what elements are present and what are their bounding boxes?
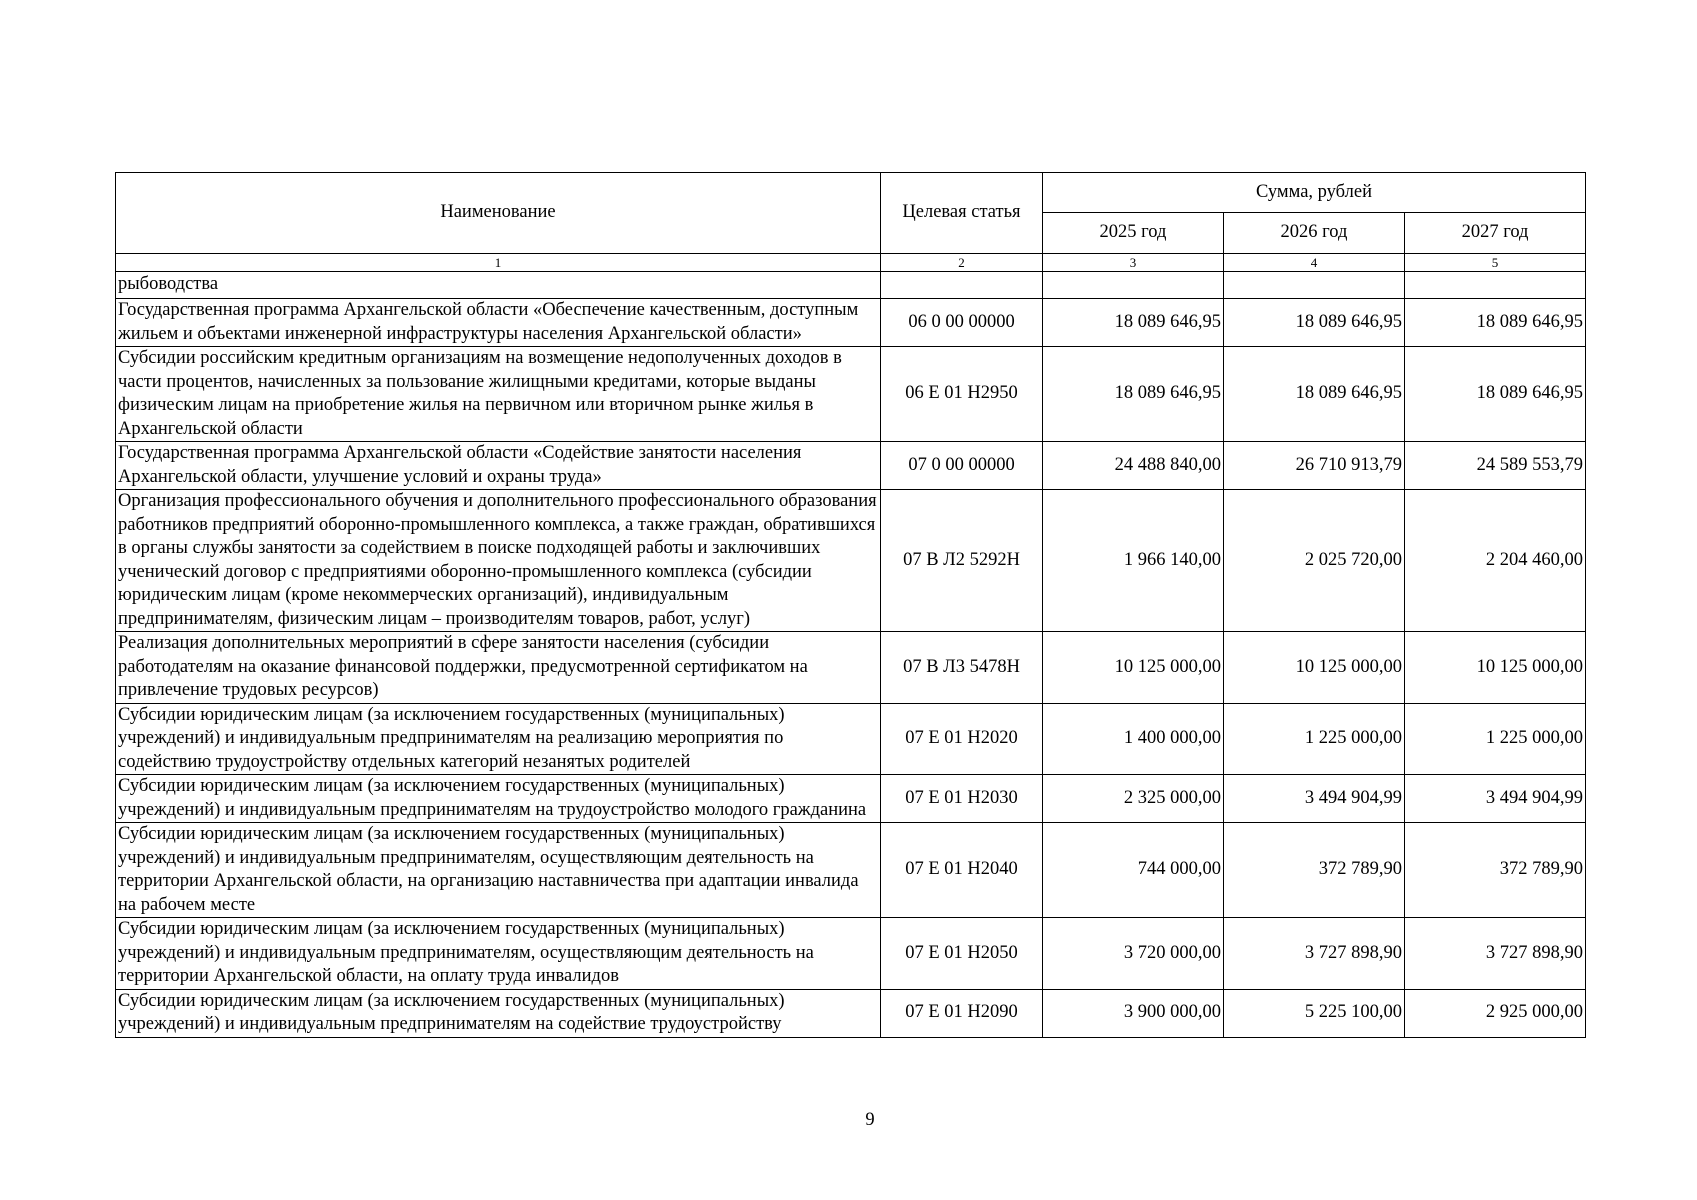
header-name: Наименование xyxy=(116,173,881,254)
table-row xyxy=(116,347,1586,442)
row-amount-2027: 10 125 000,00 xyxy=(1405,632,1586,704)
table-row xyxy=(116,703,1586,775)
row-amount-2025: 1 966 140,00 xyxy=(1043,490,1224,632)
header-year-2025: 2025 год xyxy=(1043,213,1224,254)
row-code xyxy=(881,272,1043,299)
row-amount-2027: 2 204 460,00 xyxy=(1405,490,1586,632)
row-amount-2025: 3 720 000,00 xyxy=(1043,918,1224,990)
row-amount-2026: 1 225 000,00 xyxy=(1224,703,1405,775)
row-amount-2026: 18 089 646,95 xyxy=(1224,299,1405,347)
row-amount-2027: 3 494 904,99 xyxy=(1405,775,1586,823)
column-numbers-row xyxy=(116,254,1586,272)
row-code: 07 В Л2 5292Н xyxy=(881,490,1043,632)
row-amount-2026 xyxy=(1224,272,1405,299)
table-row xyxy=(116,823,1586,918)
header-code: Целевая статья xyxy=(881,173,1043,254)
header-year-2027: 2027 год xyxy=(1405,213,1586,254)
row-name: Государственная программа Архангельской области «Обеспечение качественным, доступным жильем и объектами инженерной инфраструктуры населения Архангельской области» xyxy=(116,299,881,347)
row-amount-2027: 18 089 646,95 xyxy=(1405,347,1586,442)
row-amount-2027: 372 789,90 xyxy=(1405,823,1586,918)
row-amount-2026: 3 727 898,90 xyxy=(1224,918,1405,990)
column-number: 3 xyxy=(1043,254,1224,272)
row-amount-2025: 2 325 000,00 xyxy=(1043,775,1224,823)
row-name: Субсидии юридическим лицам (за исключением государственных (муниципальных) учреждений) и индивидуальным предпринимателям на реализацию мероприятия по содействию трудоустройству отдельных категорий незанятых родителей xyxy=(116,703,881,775)
row-amount-2025: 10 125 000,00 xyxy=(1043,632,1224,704)
row-amount-2025: 1 400 000,00 xyxy=(1043,703,1224,775)
header-sum: Сумма, рублей xyxy=(1043,173,1586,213)
row-name: Организация профессионального обучения и дополнительного профессионального образования работников предприятий оборонно-промышленного комплекса, а также граждан, обратившихся в органы службы занятости за содействием в поиске подходящей работы и заключивших ученический договор с предприятиями оборонно-промышленного комплекса (субсидии юридическим лицам (кроме некоммерческих организаций), индивидуальным предпринимателям, физическим лицам – производителям товаров, работ, услуг) xyxy=(116,490,881,632)
page-number: 9 xyxy=(865,1110,875,1130)
row-code: 07 Е 01 Н2050 xyxy=(881,918,1043,990)
row-code: 07 Е 01 Н2020 xyxy=(881,703,1043,775)
row-name: Государственная программа Архангельской области «Содействие занятости населения Архангельской области, улучшение условий и охраны труда» xyxy=(116,442,881,490)
row-name: рыбоводства xyxy=(116,272,881,299)
row-code: 07 0 00 00000 xyxy=(881,442,1043,490)
row-amount-2026: 10 125 000,00 xyxy=(1224,632,1405,704)
row-name: Субсидии юридическим лицам (за исключением государственных (муниципальных) учреждений) и индивидуальным предпринимателям, осуществляющим деятельность на территории Архангельской области, на организацию наставничества при адаптации инвалида на рабочем месте xyxy=(116,823,881,918)
row-name: Субсидии юридическим лицам (за исключением государственных (муниципальных) учреждений) и индивидуальным предпринимателям на трудоустройство молодого гражданина xyxy=(116,775,881,823)
column-number: 1 xyxy=(116,254,881,272)
row-amount-2026: 3 494 904,99 xyxy=(1224,775,1405,823)
row-code: 07 Е 01 Н2040 xyxy=(881,823,1043,918)
table-row xyxy=(116,490,1586,632)
row-amount-2025: 18 089 646,95 xyxy=(1043,347,1224,442)
row-name: Субсидии юридическим лицам (за исключением государственных (муниципальных) учреждений) и индивидуальным предпринимателям на содействие трудоустройству xyxy=(116,989,881,1037)
row-amount-2026: 18 089 646,95 xyxy=(1224,347,1405,442)
row-amount-2025 xyxy=(1043,272,1224,299)
row-code: 07 В Л3 5478Н xyxy=(881,632,1043,704)
table-row xyxy=(116,299,1586,347)
row-name: Реализация дополнительных мероприятий в сфере занятости населения (субсидии работодателям на оказание финансовой поддержки, предусмотренной сертификатом на привлечение трудовых ресурсов) xyxy=(116,632,881,704)
table-body xyxy=(116,272,1586,1038)
row-amount-2027: 1 225 000,00 xyxy=(1405,703,1586,775)
table-row xyxy=(116,918,1586,990)
row-amount-2026: 26 710 913,79 xyxy=(1224,442,1405,490)
table-header xyxy=(116,173,1586,272)
table-row xyxy=(116,442,1586,490)
row-code: 07 Е 01 Н2030 xyxy=(881,775,1043,823)
row-amount-2025: 744 000,00 xyxy=(1043,823,1224,918)
budget-table xyxy=(115,172,1586,1038)
row-name: Субсидии российским кредитным организациям на возмещение недополученных доходов в части процентов, начисленных за пользование жилищными кредитами, которые выданы физическим лицам на приобретение жилья на первичном или вторичном рынке жилья в Архангельской области xyxy=(116,347,881,442)
row-name: Субсидии юридическим лицам (за исключением государственных (муниципальных) учреждений) и индивидуальным предпринимателям, осуществляющим деятельность на территории Архангельской области, на оплату труда инвалидов xyxy=(116,918,881,990)
row-amount-2027: 24 589 553,79 xyxy=(1405,442,1586,490)
row-amount-2025: 18 089 646,95 xyxy=(1043,299,1224,347)
row-amount-2027: 18 089 646,95 xyxy=(1405,299,1586,347)
table-row xyxy=(116,775,1586,823)
row-amount-2025: 3 900 000,00 xyxy=(1043,989,1224,1037)
row-amount-2026: 5 225 100,00 xyxy=(1224,989,1405,1037)
row-amount-2025: 24 488 840,00 xyxy=(1043,442,1224,490)
table-row xyxy=(116,989,1586,1037)
table-row xyxy=(116,272,1586,299)
column-number: 5 xyxy=(1405,254,1586,272)
row-code: 07 Е 01 Н2090 xyxy=(881,989,1043,1037)
row-code: 06 Е 01 Н2950 xyxy=(881,347,1043,442)
table-row xyxy=(116,632,1586,704)
row-amount-2026: 372 789,90 xyxy=(1224,823,1405,918)
row-amount-2027: 3 727 898,90 xyxy=(1405,918,1586,990)
column-number: 4 xyxy=(1224,254,1405,272)
row-amount-2027 xyxy=(1405,272,1586,299)
row-amount-2027: 2 925 000,00 xyxy=(1405,989,1586,1037)
column-number: 2 xyxy=(881,254,1043,272)
row-code: 06 0 00 00000 xyxy=(881,299,1043,347)
row-amount-2026: 2 025 720,00 xyxy=(1224,490,1405,632)
header-year-2026: 2026 год xyxy=(1224,213,1405,254)
